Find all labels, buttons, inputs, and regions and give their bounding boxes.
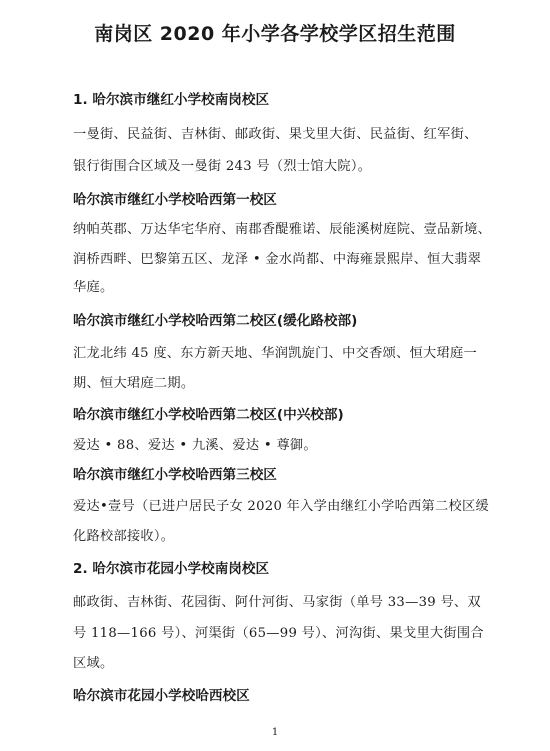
section-text-line: 银行街围合区域及一曼街 243 号（烈士馆大院）。 [73, 159, 372, 174]
section-heading-huayuan-nangang: 2. 哈尔滨市花园小学校南岗校区 [73, 561, 270, 577]
document-title: 南岗区 2020 年小学各学校学区招生范围 [94, 23, 456, 45]
section-heading-jihong-haxi-3: 哈尔滨市继红小学校哈西第三校区 [73, 467, 277, 483]
section-text-line: 化路校部接收）。 [73, 529, 175, 544]
section-text-line: 华庭。 [73, 280, 114, 295]
section-heading-jihong-haxi-1: 哈尔滨市继红小学校哈西第一校区 [73, 192, 277, 208]
section-text-line: 邮政街、吉林街、花园街、阿什河街、马家街（单号 33—39 号、双 [73, 595, 481, 610]
section-text-line: 期、恒大珺庭二期。 [73, 376, 195, 391]
section-heading-jihong-haxi-2-suihua: 哈尔滨市继红小学校哈西第二校区(缓化路校部) [73, 313, 358, 329]
section-text-line: 一曼街、民益街、吉林街、邮政街、果戈里大街、民益街、红军街、 [73, 127, 478, 142]
section-text-line: 润桥西畔、巴黎第五区、龙泽 • 金水尚都、中海雍景熙岸、恒大翡翠 [73, 252, 482, 267]
section-text-line: 汇龙北纬 45 度、东方新天地、华润凯旋门、中交香颂、恒大珺庭一 [73, 346, 478, 361]
section-text-line: 号 118—166 号）、河渠街（65—99 号）、河沟街、果戈里大街围合 [73, 626, 484, 641]
section-text-line: 纳帕英郡、万达华宅华府、南郡香醍雅诺、辰能溪树庭院、壹品新境、 [73, 222, 492, 237]
section-text-line: 爱达•壹号（已进户居民子女 2020 年入学由继红小学哈西第二校区缓 [73, 499, 489, 514]
section-heading-jihong-nangang: 1. 哈尔滨市继红小学校南岗校区 [73, 92, 270, 108]
section-heading-jihong-haxi-2-zhongxing: 哈尔滨市继红小学校哈西第二校区(中兴校部) [73, 407, 344, 423]
page-number: 1 [271, 727, 279, 738]
section-text-line: 爱达 • 88、爱达 • 九溪、爱达 • 尊御。 [73, 438, 317, 453]
section-text-line: 区域。 [73, 656, 114, 671]
section-heading-huayuan-haxi: 哈尔滨市花园小学校哈西校区 [73, 688, 250, 704]
